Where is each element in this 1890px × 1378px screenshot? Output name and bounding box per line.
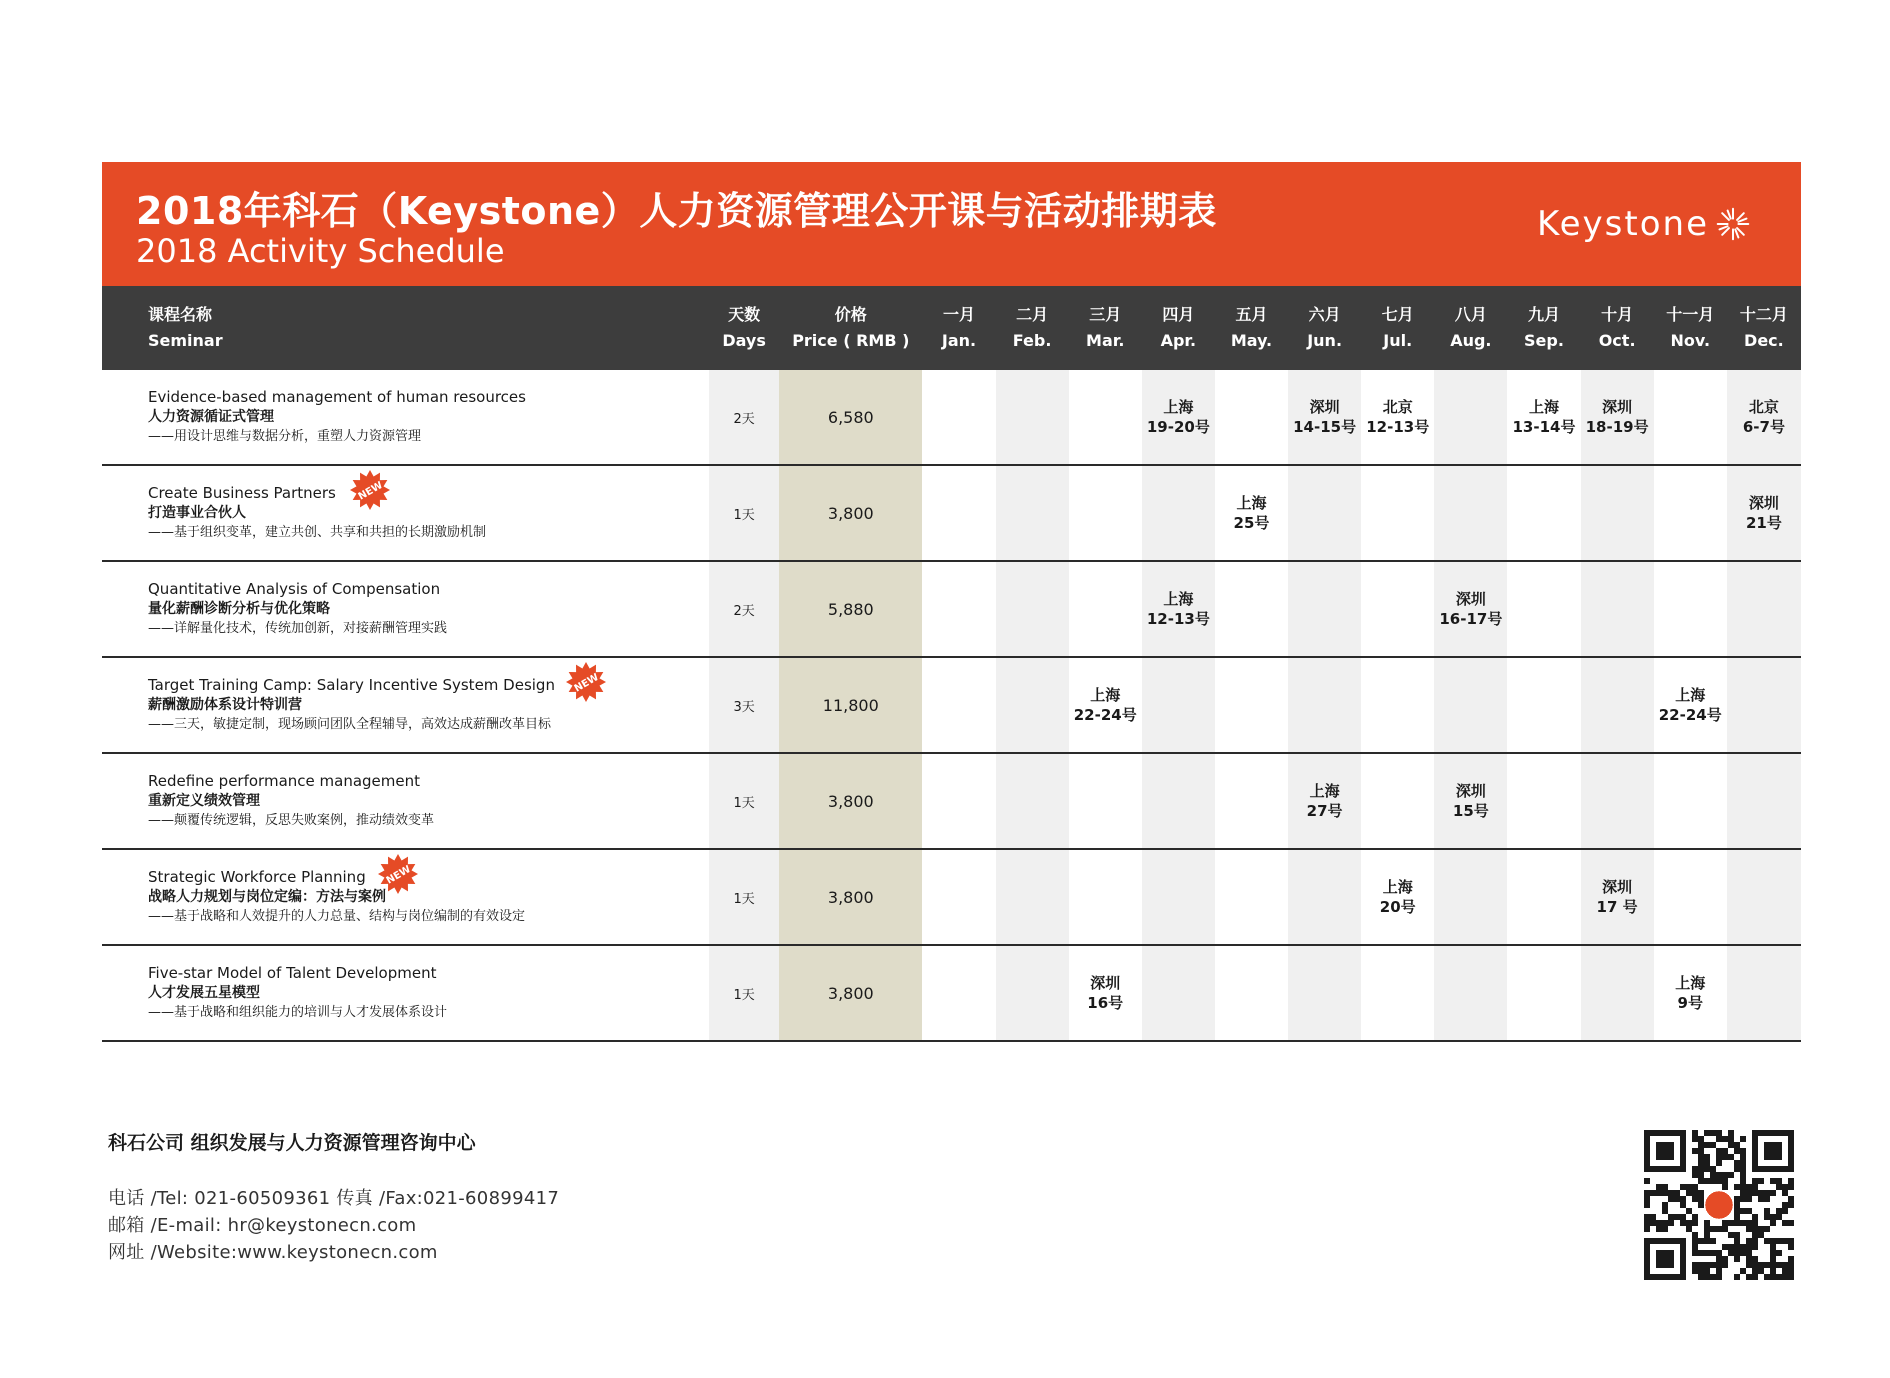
month-cell: [922, 561, 995, 657]
session-date: 18-19号: [1585, 418, 1649, 436]
month-cell: [1361, 465, 1434, 561]
month-cell: [996, 945, 1069, 1041]
month-cell: [1215, 849, 1288, 945]
seminar-description: ——基于组织变革，建立共创、共享和共担的长期激励机制: [148, 525, 487, 540]
days-cell: 1天: [709, 945, 779, 1041]
month-cell: [1215, 657, 1288, 753]
session-date: 14-15号: [1293, 418, 1357, 436]
month-cell: [1361, 561, 1434, 657]
session-city: 深圳: [1602, 878, 1633, 896]
month-cell: [1361, 849, 1434, 945]
month-cell: [922, 849, 995, 945]
month-cell: [1069, 945, 1142, 1041]
seminar-cell: [102, 370, 709, 465]
month-cell: [1507, 370, 1580, 465]
month-cell: [1434, 561, 1507, 657]
seminar-title-en: Strategic Workforce Planning: [148, 868, 366, 886]
seminar-description: ——颠覆传统逻辑，反思失败案例，推动绩效变革: [148, 813, 435, 828]
session-date: 13-14号: [1512, 418, 1576, 436]
session-city: 上海: [1382, 878, 1413, 896]
session-city: 深圳: [1748, 494, 1779, 512]
header-month: 七月 Jul.: [1361, 286, 1434, 370]
month-cell: [1434, 753, 1507, 849]
month-cell: [1288, 370, 1361, 465]
session-date: 22-24号: [1658, 706, 1722, 724]
session-date: 9号: [1677, 994, 1703, 1012]
session-city: 上海: [1163, 398, 1194, 416]
header-seminar: 课程名称 Seminar: [102, 286, 709, 370]
seminar-title-cn: 薪酬激励体系设计特训营: [148, 697, 302, 713]
month-cell: [1581, 849, 1654, 945]
month-cell: [1507, 945, 1580, 1041]
month-cell: [1654, 945, 1727, 1041]
seminar-title-cn: 打造事业合伙人: [148, 505, 246, 521]
schedule-table: [102, 286, 1801, 1042]
header-month: 四月 Apr.: [1142, 286, 1215, 370]
seminar-cell: [102, 849, 709, 945]
session-date: 17 号: [1596, 898, 1638, 916]
session-city: 北京: [1382, 398, 1413, 416]
session-date: 27号: [1306, 802, 1343, 820]
month-cell: [1069, 849, 1142, 945]
table-header-row: [102, 286, 1801, 370]
month-cell: [1288, 465, 1361, 561]
header-month: 九月 Sep.: [1507, 286, 1580, 370]
month-cell: [1215, 561, 1288, 657]
month-cell: [1069, 465, 1142, 561]
seminar-title-cn: 战略人力规划与岗位定编：方法与案例: [148, 889, 386, 905]
month-cell: [1654, 370, 1727, 465]
session-city: 上海: [1675, 974, 1706, 992]
days-cell: 2天: [709, 370, 779, 465]
month-cell: [1727, 465, 1801, 561]
header-month: 六月 Jun.: [1288, 286, 1361, 370]
table-row: [102, 465, 1801, 561]
session-city: 上海: [1236, 494, 1267, 512]
month-cell: [1654, 753, 1727, 849]
seminar-cell: [102, 753, 709, 849]
table-row: [102, 561, 1801, 657]
session-date: 15号: [1452, 802, 1489, 820]
header-month: 五月 May.: [1215, 286, 1288, 370]
month-cell: [1654, 465, 1727, 561]
month-cell: [1727, 657, 1801, 753]
month-cell: [1361, 753, 1434, 849]
month-cell: [922, 657, 995, 753]
session-date: 19-20号: [1146, 418, 1210, 436]
days-cell: 1天: [709, 849, 779, 945]
month-cell: [1434, 370, 1507, 465]
session-date: 21号: [1745, 514, 1782, 532]
month-cell: [1361, 945, 1434, 1041]
month-cell: [996, 465, 1069, 561]
seminar-cell: [102, 465, 709, 561]
new-badge-icon: [376, 852, 420, 896]
new-badge-label: NEW: [384, 863, 413, 887]
seminar-cell: [102, 561, 709, 657]
month-cell: [1142, 657, 1215, 753]
month-cell: [1654, 561, 1727, 657]
seminar-title-cn: 量化薪酬诊断分析与优化策略: [148, 601, 330, 617]
keystone-logo: [1537, 204, 1751, 244]
month-cell: [1215, 945, 1288, 1041]
month-cell: [1069, 657, 1142, 753]
month-cell: [996, 561, 1069, 657]
month-cell: [1507, 465, 1580, 561]
month-cell: [1142, 370, 1215, 465]
month-cell: [996, 849, 1069, 945]
month-cell: [1142, 849, 1215, 945]
month-cell: [1434, 945, 1507, 1041]
month-cell: [1069, 370, 1142, 465]
seminar-description: ——基于战略和人效提升的人力总量、结构与岗位编制的有效设定: [148, 909, 526, 924]
price-cell: 3,800: [779, 465, 922, 561]
session-date: 12-13号: [1146, 610, 1210, 628]
month-cell: [1215, 370, 1288, 465]
seminar-title-en: Quantitative Analysis of Compensation: [148, 580, 441, 598]
month-cell: [1727, 370, 1801, 465]
session-city: 上海: [1090, 686, 1121, 704]
header-month: 三月 Mar.: [1069, 286, 1142, 370]
seminar-title-cn: 重新定义绩效管理: [148, 793, 260, 809]
month-cell: [1142, 465, 1215, 561]
seminar-title-en: Evidence-based management of human resources: [148, 388, 526, 406]
price-cell: 6,580: [779, 370, 922, 465]
month-cell: [1069, 561, 1142, 657]
month-cell: [1581, 657, 1654, 753]
seminar-description: ——三天，敏捷定制，现场顾问团队全程辅导，高效达成薪酬改革目标: [148, 717, 552, 732]
seminar-title-en: Create Business Partners: [148, 484, 336, 502]
month-cell: [1727, 945, 1801, 1041]
email-line: 邮箱 /E-mail: hr@keystonecn.com: [108, 1215, 417, 1236]
table-row: [102, 945, 1801, 1041]
month-cell: [1581, 561, 1654, 657]
session-city: 上海: [1309, 782, 1340, 800]
days-cell: 3天: [709, 657, 779, 753]
month-cell: [1288, 657, 1361, 753]
page-title-cn: 2018年科石（Keystone）人力资源管理公开课与活动排期表: [136, 189, 1217, 233]
month-cell: [1581, 945, 1654, 1041]
header-price: 价格 Price ( RMB ): [779, 286, 922, 370]
website-line: 网址 /Website:www.keystonecn.com: [108, 1242, 438, 1263]
table-row: [102, 370, 1801, 465]
new-badge-icon: [348, 468, 392, 512]
month-cell: [1507, 753, 1580, 849]
month-cell: [1288, 945, 1361, 1041]
keystone-starburst-icon: [1715, 206, 1751, 242]
month-cell: [1142, 753, 1215, 849]
title-banner: [102, 162, 1801, 286]
session-date: 25号: [1233, 514, 1270, 532]
header-month: 十二月 Dec.: [1727, 286, 1801, 370]
tel-fax-line: 电话 /Tel: 021-60509361 传真 /Fax:021-60899417: [108, 1188, 560, 1209]
session-date: 16-17号: [1439, 610, 1503, 628]
header-month: 一月 Jan.: [922, 286, 995, 370]
seminar-description: ——用设计思维与数据分析，重塑人力资源管理: [148, 429, 422, 444]
session-city: 上海: [1163, 590, 1194, 608]
new-badge-label: NEW: [572, 671, 601, 695]
seminar-title-cn: 人力资源循证式管理: [148, 409, 274, 425]
month-cell: [1288, 849, 1361, 945]
session-date: 20号: [1379, 898, 1416, 916]
session-city: 深圳: [1309, 398, 1340, 416]
month-cell: [1654, 657, 1727, 753]
month-cell: [1434, 849, 1507, 945]
month-cell: [1142, 945, 1215, 1041]
new-badge-icon: [564, 660, 608, 704]
header-month: 十一月 Nov.: [1654, 286, 1727, 370]
month-cell: [996, 370, 1069, 465]
qr-code-image: [1644, 1130, 1794, 1280]
session-date: 12-13号: [1366, 418, 1430, 436]
session-city: 深圳: [1090, 974, 1121, 992]
header-month: 十月 Oct.: [1581, 286, 1654, 370]
month-cell: [922, 465, 995, 561]
month-cell: [1727, 849, 1801, 945]
price-cell: 11,800: [779, 657, 922, 753]
seminar-title-en: Redefine performance management: [148, 772, 420, 790]
month-cell: [922, 945, 995, 1041]
header-days: 天数 Days: [709, 286, 779, 370]
page-title-en: 2018 Activity Schedule: [136, 232, 505, 270]
price-cell: 3,800: [779, 945, 922, 1041]
seminar-cell: [102, 945, 709, 1041]
price-cell: 5,880: [779, 561, 922, 657]
month-cell: [996, 753, 1069, 849]
new-badge-label: NEW: [356, 479, 385, 503]
session-date: 22-24号: [1073, 706, 1137, 724]
month-cell: [1215, 753, 1288, 849]
session-date: 16号: [1087, 994, 1124, 1012]
month-cell: [1361, 657, 1434, 753]
month-cell: [1434, 465, 1507, 561]
month-cell: [922, 370, 995, 465]
month-cell: [1361, 370, 1434, 465]
session-city: 深圳: [1602, 398, 1633, 416]
session-city: 上海: [1528, 398, 1559, 416]
seminar-title-en: Target Training Camp: Salary Incentive System Design: [148, 676, 555, 694]
days-cell: 1天: [709, 753, 779, 849]
seminar-description: ——基于战略和组织能力的培训与人才发展体系设计: [148, 1005, 448, 1020]
seminar-title-cn: 人才发展五星模型: [148, 985, 260, 1001]
month-cell: [1507, 561, 1580, 657]
month-cell: [1727, 753, 1801, 849]
month-cell: [1507, 657, 1580, 753]
month-cell: [1288, 753, 1361, 849]
month-cell: [1215, 465, 1288, 561]
month-cell: [1654, 849, 1727, 945]
company-name: 科石公司 组织发展与人力资源管理咨询中心: [108, 1132, 476, 1154]
month-cell: [1581, 753, 1654, 849]
price-cell: 3,800: [779, 753, 922, 849]
seminar-title-en: Five-star Model of Talent Development: [148, 964, 437, 982]
logo-text: Keystone: [1537, 204, 1709, 244]
table-row: [102, 849, 1801, 945]
table-body: [102, 370, 1801, 1041]
month-cell: [1069, 753, 1142, 849]
month-cell: [1727, 561, 1801, 657]
month-cell: [922, 753, 995, 849]
qr-center-logo-icon: [1705, 1191, 1733, 1219]
price-cell: 3,800: [779, 849, 922, 945]
session-city: 深圳: [1455, 590, 1486, 608]
month-cell: [1507, 849, 1580, 945]
table-row: [102, 657, 1801, 753]
session-city: 北京: [1748, 398, 1779, 416]
month-cell: [1288, 561, 1361, 657]
session-date: 6-7号: [1742, 418, 1785, 436]
session-city: 深圳: [1455, 782, 1486, 800]
header-month: 二月 Feb.: [996, 286, 1069, 370]
session-city: 上海: [1675, 686, 1706, 704]
month-cell: [1581, 370, 1654, 465]
table-row: [102, 753, 1801, 849]
seminar-description: ——详解量化技术，传统加创新，对接薪酬管理实践: [148, 621, 448, 636]
month-cell: [1142, 561, 1215, 657]
month-cell: [1434, 657, 1507, 753]
month-cell: [1581, 465, 1654, 561]
header-month: 八月 Aug.: [1434, 286, 1507, 370]
month-cell: [996, 657, 1069, 753]
seminar-cell: [102, 657, 709, 753]
days-cell: 1天: [709, 465, 779, 561]
days-cell: 2天: [709, 561, 779, 657]
